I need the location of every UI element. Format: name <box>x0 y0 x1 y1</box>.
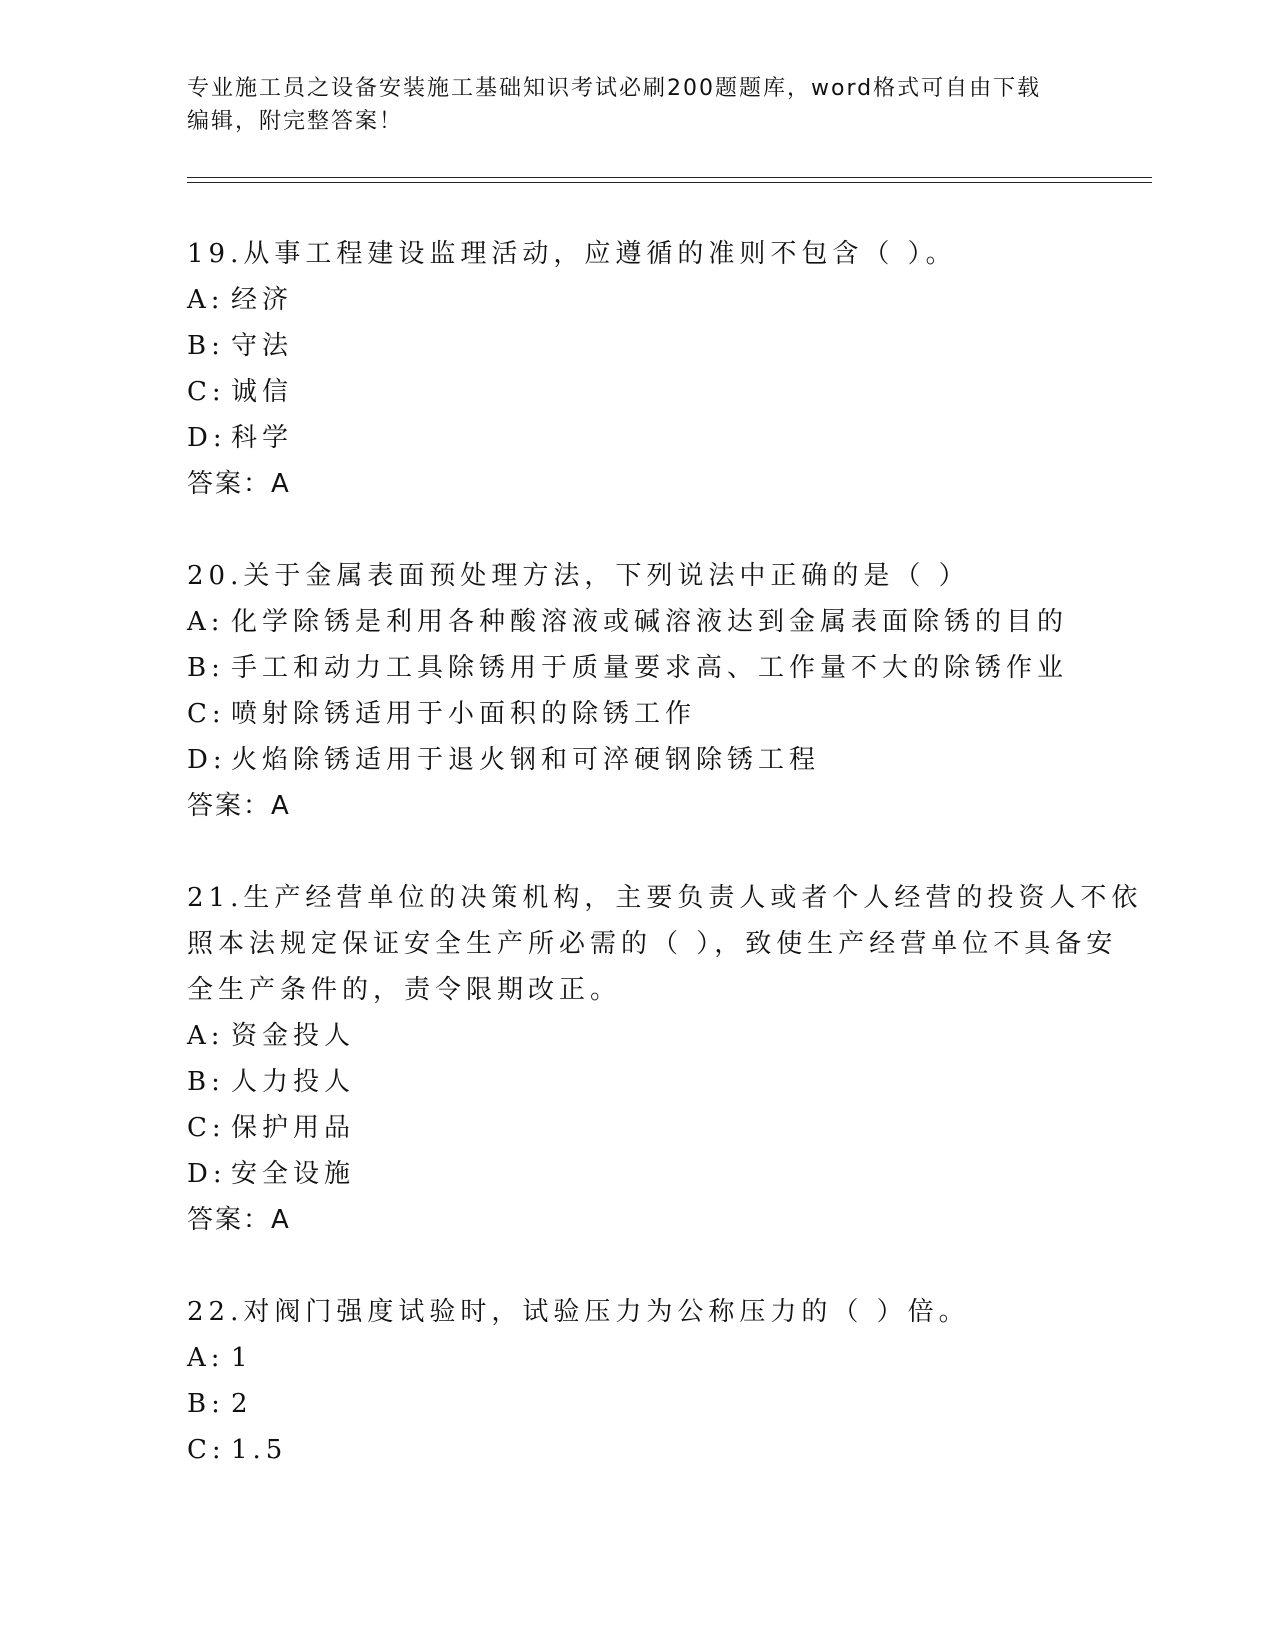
option-key: A: <box>187 607 225 637</box>
header-line: 编辑，附完整答案！ <box>187 109 404 134</box>
option-a <box>187 1013 1087 1059</box>
question-21 <box>187 875 1143 1243</box>
option-text: 喷射除锈适用于小面积的除锈工作 <box>231 699 697 729</box>
question-stem-line: 20.关于金属表面预处理方法，下列说法中正确的是（ ） <box>187 561 970 591</box>
header-divider <box>187 177 1152 178</box>
question-stem-line: 19.从事工程建设监理活动，应遵循的准则不包含（ ）。 <box>187 239 957 269</box>
option-text: 守法 <box>231 331 294 361</box>
question-stem-line: 照本法规定保证安全生产所必需的（ ），致使生产经营单位不具备安 <box>187 929 1118 959</box>
option-key: C: <box>187 377 226 407</box>
option-key: B: <box>187 1389 225 1419</box>
option-key: D: <box>187 745 227 775</box>
question-22 <box>187 1289 1087 1473</box>
option-d <box>187 737 1087 783</box>
header-line: 专业施工员之设备安装施工基础知识考试必刷200题题库，word格式可自由下载 <box>187 76 1042 101</box>
question-stem <box>187 1289 1087 1335</box>
option-c <box>187 1105 1087 1151</box>
question-stem <box>187 875 1143 1013</box>
option-b <box>187 323 1087 369</box>
option-b <box>187 645 1087 691</box>
answer: 答案：A <box>187 791 291 821</box>
option-text: 人力投人 <box>231 1067 356 1097</box>
option-text: 手工和动力工具除锈用于质量要求高、工作量不大的除锈作业 <box>231 653 1069 683</box>
header-divider <box>187 182 1152 183</box>
question-stem-line: 21.生产经营单位的决策机构，主要负责人或者个人经营的投资人不依 <box>187 883 1143 913</box>
option-key: C: <box>187 1113 226 1143</box>
answer: 答案：A <box>187 469 291 499</box>
option-text: 2 <box>231 1389 253 1419</box>
option-c <box>187 691 1087 737</box>
option-key: B: <box>187 1067 225 1097</box>
option-key: A: <box>187 1343 225 1373</box>
answer: 答案：A <box>187 1205 291 1235</box>
option-key: D: <box>187 1159 227 1189</box>
option-text: 火焰除锈适用于退火钢和可淬硬钢除锈工程 <box>231 745 821 775</box>
question-stem-line: 22.对阀门强度试验时，试验压力为公称压力的（ ）倍。 <box>187 1297 970 1327</box>
question-stem-line: 全生产条件的，责令限期改正。 <box>187 975 622 1005</box>
option-text: 1.5 <box>231 1435 288 1465</box>
option-text: 经济 <box>231 285 294 315</box>
option-key: A: <box>187 1021 225 1051</box>
document-header <box>187 72 1067 138</box>
option-text: 化学除锈是利用各种酸溶液或碱溶液达到金属表面除锈的目的 <box>231 607 1069 637</box>
option-a <box>187 1335 1087 1381</box>
option-text: 保护用品 <box>231 1113 356 1143</box>
option-text: 资金投人 <box>231 1021 356 1051</box>
option-key: C: <box>187 1435 226 1465</box>
question-stem <box>187 231 1087 277</box>
option-c <box>187 369 1087 415</box>
option-a <box>187 599 1087 645</box>
option-key: C: <box>187 699 226 729</box>
option-b <box>187 1381 1087 1427</box>
option-text: 诚信 <box>231 377 294 407</box>
question-list <box>187 231 1143 1519</box>
option-b <box>187 1059 1087 1105</box>
option-d <box>187 415 1087 461</box>
option-key: B: <box>187 331 225 361</box>
option-c <box>187 1427 1087 1473</box>
question-20 <box>187 553 1087 829</box>
option-key: B: <box>187 653 225 683</box>
question-19 <box>187 231 1087 507</box>
option-a <box>187 277 1087 323</box>
option-d <box>187 1151 1087 1197</box>
option-text: 科学 <box>231 423 294 453</box>
option-text: 安全设施 <box>231 1159 356 1189</box>
option-key: D: <box>187 423 227 453</box>
question-stem <box>187 553 1087 599</box>
option-key: A: <box>187 285 225 315</box>
option-text: 1 <box>231 1343 253 1373</box>
